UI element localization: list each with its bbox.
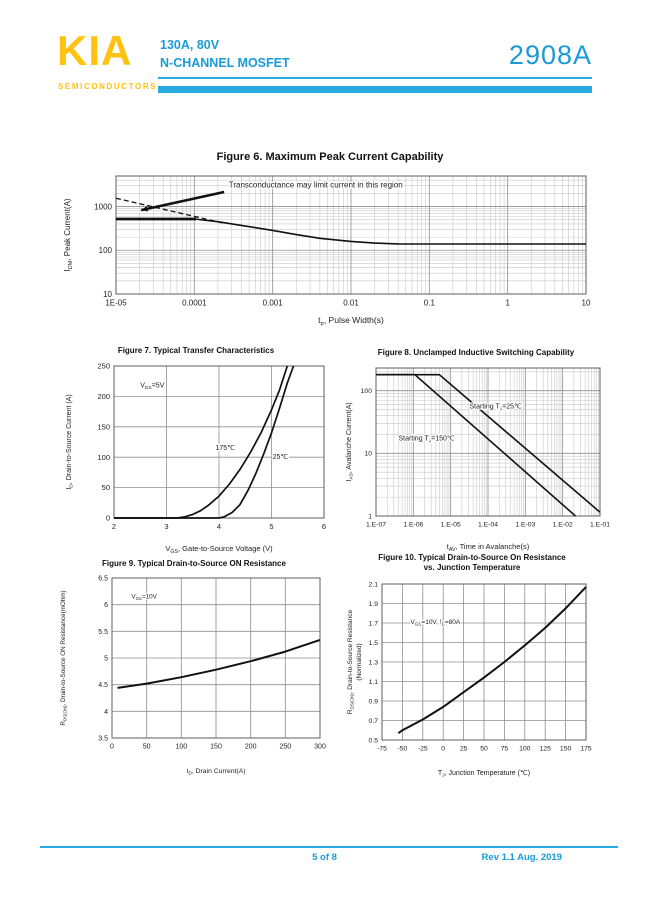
header-rule-thin bbox=[158, 77, 592, 79]
svg-text:25℃: 25℃ bbox=[272, 454, 289, 462]
svg-text:25: 25 bbox=[459, 745, 468, 753]
svg-text:50: 50 bbox=[101, 483, 110, 493]
figure7-chart bbox=[58, 356, 334, 559]
svg-text:1.1: 1.1 bbox=[368, 678, 378, 686]
svg-text:200: 200 bbox=[244, 743, 257, 751]
svg-text:tp, Pulse Width(s): $t_p$, Pulse Width(s) bbox=[318, 315, 384, 326]
svg-text:1: 1 bbox=[368, 513, 372, 521]
revision-label: Rev 1.1 Aug. 2019 bbox=[481, 852, 562, 863]
figure9-chart bbox=[56, 570, 332, 781]
svg-text:IAS, Avalanche Current(A): $I_{AS}$, Avalanche Current(A) bbox=[346, 402, 355, 482]
svg-text:0.001: 0.001 bbox=[262, 298, 283, 308]
svg-text:1.E-04: 1.E-04 bbox=[477, 521, 499, 529]
svg-text:150: 150 bbox=[210, 743, 222, 751]
svg-text:100: 100 bbox=[175, 743, 188, 751]
svg-text:10: 10 bbox=[581, 298, 591, 308]
kia-logo: KIA bbox=[57, 27, 133, 74]
svg-text:10: 10 bbox=[103, 289, 112, 299]
svg-text:1: 1 bbox=[505, 298, 510, 308]
svg-text:1.9: 1.9 bbox=[368, 600, 378, 608]
figure10-chart bbox=[346, 576, 598, 783]
svg-text:0.7: 0.7 bbox=[368, 717, 378, 725]
svg-text:175℃: 175℃ bbox=[215, 444, 236, 452]
svg-text:2.1: 2.1 bbox=[368, 581, 378, 589]
svg-text:10: 10 bbox=[364, 450, 372, 458]
figure8-chart bbox=[342, 358, 610, 557]
header-device-info bbox=[160, 36, 290, 72]
figure9-title: Figure 9. Typical Drain-to-Source ON Resistance bbox=[102, 559, 286, 568]
svg-text:VDS=5V: $V_{DS}=5V$ bbox=[140, 382, 165, 391]
figure6-title: Figure 6. Maximum Peak Current Capability bbox=[216, 151, 444, 163]
svg-text:75: 75 bbox=[500, 745, 509, 753]
svg-text:0.0001: 0.0001 bbox=[182, 298, 207, 308]
svg-text:VGS=10V, ID=80A: $V_{GS}=10V$, $I_D=80A$ bbox=[410, 618, 461, 627]
figure10-title-line2: vs. Junction Temperature bbox=[423, 562, 521, 572]
svg-text:tAV, Time in Avalanche(s): $t_{AV}$, Time in Avalanche(s) bbox=[446, 542, 530, 552]
svg-text:1.E-01: 1.E-01 bbox=[589, 521, 610, 529]
svg-text:100: 100 bbox=[360, 388, 372, 396]
svg-text:100: 100 bbox=[519, 745, 531, 753]
svg-text:3: 3 bbox=[164, 522, 169, 531]
svg-text:3.5: 3.5 bbox=[98, 735, 108, 743]
svg-text:200: 200 bbox=[97, 392, 110, 402]
svg-text:4.5: 4.5 bbox=[98, 682, 108, 690]
svg-text:2: 2 bbox=[111, 522, 117, 531]
svg-text:1000: 1000 bbox=[94, 202, 112, 212]
svg-text:0.1: 0.1 bbox=[423, 298, 435, 308]
svg-text:VGS, Gate-to-Source Voltage (V: $V_{GS}$, Gate-to-Source Voltage (V) bbox=[165, 544, 273, 554]
svg-text:0.5: 0.5 bbox=[368, 737, 378, 745]
svg-text:Transconductance may limit cur: Transconductance may limit current in this region bbox=[228, 180, 403, 190]
svg-text:1E-05: 1E-05 bbox=[105, 298, 127, 308]
svg-text:6: 6 bbox=[104, 602, 108, 610]
svg-text:0: 0 bbox=[105, 513, 110, 523]
svg-text:5: 5 bbox=[104, 655, 108, 663]
figure8-title: Figure 8. Unclamped Inductive Switching Capability bbox=[377, 348, 575, 357]
svg-text:5: 5 bbox=[269, 522, 274, 531]
svg-text:Starting TJ=25℃: Starting $T_J=25℃$ bbox=[469, 403, 522, 413]
svg-text:100: 100 bbox=[97, 452, 110, 462]
svg-text:1.3: 1.3 bbox=[368, 659, 378, 667]
svg-text:4: 4 bbox=[104, 708, 108, 716]
svg-text:TJ, Junction Temperature (℃): $T_J$, Junction Temperature (℃) bbox=[437, 770, 531, 778]
svg-text:RDS(ON), Drain-to-Source Resis: $R_{DS(ON)}$, Drain-to-Source Resistance bbox=[347, 609, 355, 715]
svg-text:5.5: 5.5 bbox=[98, 628, 108, 636]
svg-text:150: 150 bbox=[97, 422, 110, 432]
svg-text:1.E-03: 1.E-03 bbox=[515, 521, 536, 529]
svg-text:1.E-05: 1.E-05 bbox=[440, 521, 461, 529]
device-type: N-CHANNEL MOSFET bbox=[160, 56, 290, 71]
svg-text:6: 6 bbox=[321, 522, 327, 531]
svg-text:0.9: 0.9 bbox=[368, 698, 378, 706]
svg-text:150: 150 bbox=[559, 745, 572, 753]
svg-text:50: 50 bbox=[480, 745, 488, 753]
svg-text:-75: -75 bbox=[377, 745, 387, 753]
svg-text:175: 175 bbox=[580, 745, 592, 753]
svg-text:1.5: 1.5 bbox=[368, 639, 378, 647]
svg-text:250: 250 bbox=[279, 743, 292, 751]
svg-text:1.E-07: 1.E-07 bbox=[365, 521, 387, 529]
svg-text:-50: -50 bbox=[397, 745, 408, 753]
part-number: 2908A bbox=[508, 40, 592, 70]
device-rating: 130A, 80V bbox=[160, 38, 220, 52]
figure7-title: Figure 7. Typical Transfer Characteristics bbox=[117, 346, 275, 355]
page-number: 5 of 8 bbox=[312, 852, 337, 863]
svg-text:0: 0 bbox=[110, 743, 114, 751]
figure6-chart bbox=[56, 168, 596, 331]
svg-text:0: 0 bbox=[441, 745, 446, 753]
svg-text:100: 100 bbox=[98, 246, 112, 256]
svg-text:4: 4 bbox=[216, 522, 222, 531]
svg-text:50: 50 bbox=[142, 743, 151, 751]
svg-text:(Normalized): (Normalized) bbox=[356, 643, 363, 681]
svg-text:1.7: 1.7 bbox=[368, 620, 378, 628]
svg-text:0.01: 0.01 bbox=[343, 298, 359, 308]
svg-text:-25: -25 bbox=[417, 745, 428, 753]
svg-text:300: 300 bbox=[314, 743, 326, 751]
svg-text:Starting TJ=150℃: Starting $T_J=150℃$ bbox=[398, 435, 455, 445]
svg-text:1.E-02: 1.E-02 bbox=[552, 521, 573, 529]
header-rule-thick bbox=[158, 86, 592, 93]
svg-text:250: 250 bbox=[97, 361, 110, 371]
figure10-title bbox=[346, 553, 598, 572]
kia-logo-subtext: SEMICONDUCTORS bbox=[58, 82, 158, 91]
svg-text:ID, Drain-to-Source Current (A: $I_D$, Drain-to-Source Current (A) bbox=[66, 394, 75, 490]
svg-text:6.5: 6.5 bbox=[98, 575, 108, 583]
svg-text:1.E-06: 1.E-06 bbox=[403, 521, 424, 529]
svg-text:RDS(ON), Drain-to-Source ON Re: $R_{DS(ON)}$, Drain-to-Source ON Resistance(mOhm) bbox=[60, 590, 68, 726]
svg-text:VGS=10V: $V_{GS}=10V$ bbox=[131, 593, 157, 601]
figure10-title-line1: Figure 10. Typical Drain-to-Source On Resistance bbox=[378, 553, 566, 562]
svg-text:ID, Drain Current(A): $I_D$, Drain Current(A) bbox=[186, 768, 246, 776]
footer-rule bbox=[40, 846, 618, 848]
svg-text:IDM, Peak Current(A): $I_{DM}$, Peak Current(A) bbox=[63, 198, 74, 272]
svg-text:125: 125 bbox=[539, 745, 551, 753]
